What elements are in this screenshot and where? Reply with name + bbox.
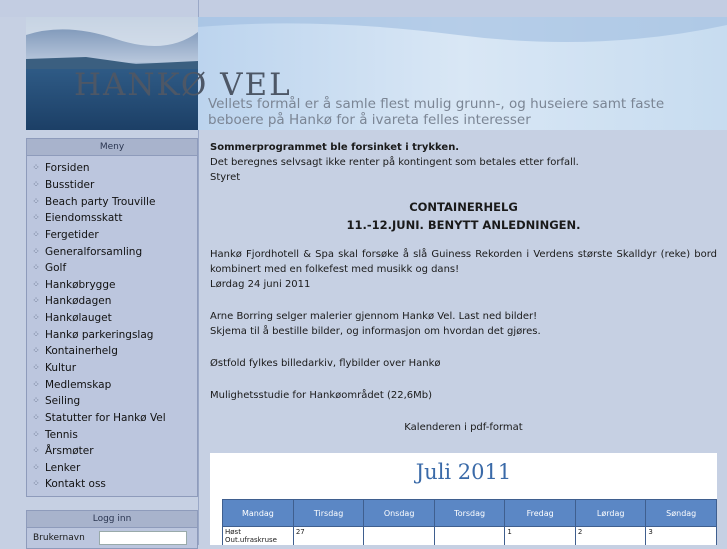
menu-item-medlemskap[interactable]: ⁘ Medlemskap [27, 376, 197, 393]
calendar-cell: 3 [646, 527, 717, 546]
menu-item-fergetider[interactable]: ⁘ Fergetider [27, 227, 197, 244]
sidebar [26, 138, 198, 497]
bullet-icon: ⁘ [32, 346, 40, 357]
menu-item-busstider[interactable]: ⁘ Busstider [27, 177, 197, 194]
login-header: Logg inn [26, 510, 198, 528]
container-heading: CONTAINERHELG [409, 200, 518, 214]
calendar-cell: 1 [505, 527, 576, 546]
day-header: Onsdag [364, 500, 435, 527]
banner-tagline: Vellets formål er å samle flest mulig grunn-, og huseiere samt faste beboere på Hankø for å ivareta felles interesser [208, 96, 665, 128]
bullet-icon: ⁘ [32, 479, 40, 490]
calendar-cell: 27 [293, 527, 364, 546]
bullet-icon: ⁘ [32, 396, 40, 407]
day-header: Mandag [223, 500, 294, 527]
bullet-icon: ⁘ [32, 363, 40, 373]
bullet-icon: ⁘ [32, 446, 40, 457]
login-box [26, 510, 198, 549]
menu-item-generalforsamling[interactable]: ⁘ Generalforsamling [27, 243, 197, 260]
menu-item-parkeringslag[interactable]: ⁘ Hankø parkeringslag [27, 326, 197, 343]
bullet-icon: ⁘ [32, 229, 40, 240]
menu-item-lenker[interactable]: ⁘ Lenker [27, 460, 197, 477]
bullet-icon: ⁘ [32, 379, 40, 390]
bullet-icon: ⁘ [32, 462, 40, 473]
notice-heading: Sommerprogrammet ble forsinket i trykken. [210, 142, 460, 153]
bullet-icon: ⁘ [32, 279, 40, 290]
menu-item-seiling[interactable]: ⁘ Seiling [27, 393, 197, 410]
menu-list [26, 156, 198, 497]
paintings-link[interactable]: Arne Borring selger malerier gjennom Hankø Vel. Last ned bilder! [210, 311, 538, 322]
username-input[interactable] [99, 531, 187, 545]
top-strip [0, 0, 727, 17]
username-label: Brukernavn [33, 533, 85, 543]
calendar-cell: 2 [575, 527, 646, 546]
bullet-icon: ⁘ [32, 246, 40, 257]
menu-item-kultur[interactable]: ⁘ Kultur [27, 360, 197, 377]
banner-title: HANKØ VEL [74, 67, 292, 103]
bullet-icon: ⁘ [32, 263, 40, 274]
notice-signature: Styret [210, 172, 241, 183]
day-header: Torsdag [434, 500, 505, 527]
notice-text: Det beregnes selvsagt ikke renter på kontingent som betales etter forfall. [210, 157, 579, 168]
menu-item-eiendomsskatt[interactable]: ⁘ Eiendomsskatt [27, 210, 197, 227]
day-header: Tirsdag [293, 500, 364, 527]
calendar-table [222, 499, 717, 545]
bullet-icon: ⁘ [32, 296, 40, 307]
menu-item-kontakt[interactable]: ⁘ Kontakt oss [27, 476, 197, 493]
menu-item-hankodagen[interactable]: ⁘ Hankødagen [27, 293, 197, 310]
menu-header: Meny [26, 138, 198, 156]
calendar-cell [434, 527, 505, 546]
calendar-pdf-link[interactable]: Kalenderen i pdf-format [404, 422, 523, 433]
bullet-icon: ⁘ [32, 429, 40, 440]
menu-item-tennis[interactable]: ⁘ Tennis [27, 426, 197, 443]
day-header: Fredag [505, 500, 576, 527]
bullet-icon: ⁘ [32, 163, 40, 174]
username-row [26, 528, 198, 549]
bullet-icon: ⁘ [32, 179, 40, 190]
bullet-icon: ⁘ [32, 412, 40, 423]
menu-item-kontainerhelg[interactable]: ⁘ Kontainerhelg [27, 343, 197, 360]
calendar-cell [364, 527, 435, 546]
calendar-image [210, 453, 717, 545]
menu-item-hankobrygge[interactable]: ⁘ Hankøbrygge [27, 276, 197, 293]
bullet-icon: ⁘ [32, 329, 40, 340]
main-content [210, 140, 717, 435]
calendar-cell: Høst Out.ufraskruse [223, 527, 294, 546]
bullet-icon: ⁘ [32, 196, 40, 207]
menu-item-arsmoter[interactable]: ⁘ Årsmøter [27, 443, 197, 460]
container-dates: 11.-12.JUNI. BENYTT ANLEDNINGEN. [346, 218, 581, 232]
day-header: Søndag [646, 500, 717, 527]
day-header: Lørdag [575, 500, 646, 527]
menu-item-hankolauget[interactable]: ⁘ Hankølauget [27, 310, 197, 327]
site-banner [26, 17, 727, 130]
menu-item-forsiden[interactable]: ⁘ Forsiden [27, 160, 197, 177]
menu-item-beach-party[interactable]: ⁘ Beach party Trouville [27, 193, 197, 210]
calendar-title: Juli 2011 [415, 460, 512, 484]
paintings-form-link[interactable]: Skjema til å bestille bilder, og informasjon om hvordan det gjøres. [210, 326, 541, 337]
hotel-date: Lørdag 24 juni 2011 [210, 279, 311, 290]
hotel-text: Hankø Fjordhotell & Spa skal forsøke å slå Guiness Rekorden i Verdens største Skalldyr (reke) bord kombinert med en folkefest med musikk og dans! [210, 249, 717, 275]
bullet-icon: ⁘ [32, 213, 40, 224]
menu-item-golf[interactable]: ⁘ Golf [27, 260, 197, 277]
bullet-icon: ⁘ [32, 313, 40, 324]
archive-link[interactable]: Østfold fylkes billedarkiv, flybilder over Hankø [210, 358, 441, 369]
menu-item-statutter[interactable]: ⁘ Statutter for Hankø Vel [27, 410, 197, 427]
study-link[interactable]: Mulighetsstudie for Hankøområdet (22,6Mb) [210, 390, 432, 401]
